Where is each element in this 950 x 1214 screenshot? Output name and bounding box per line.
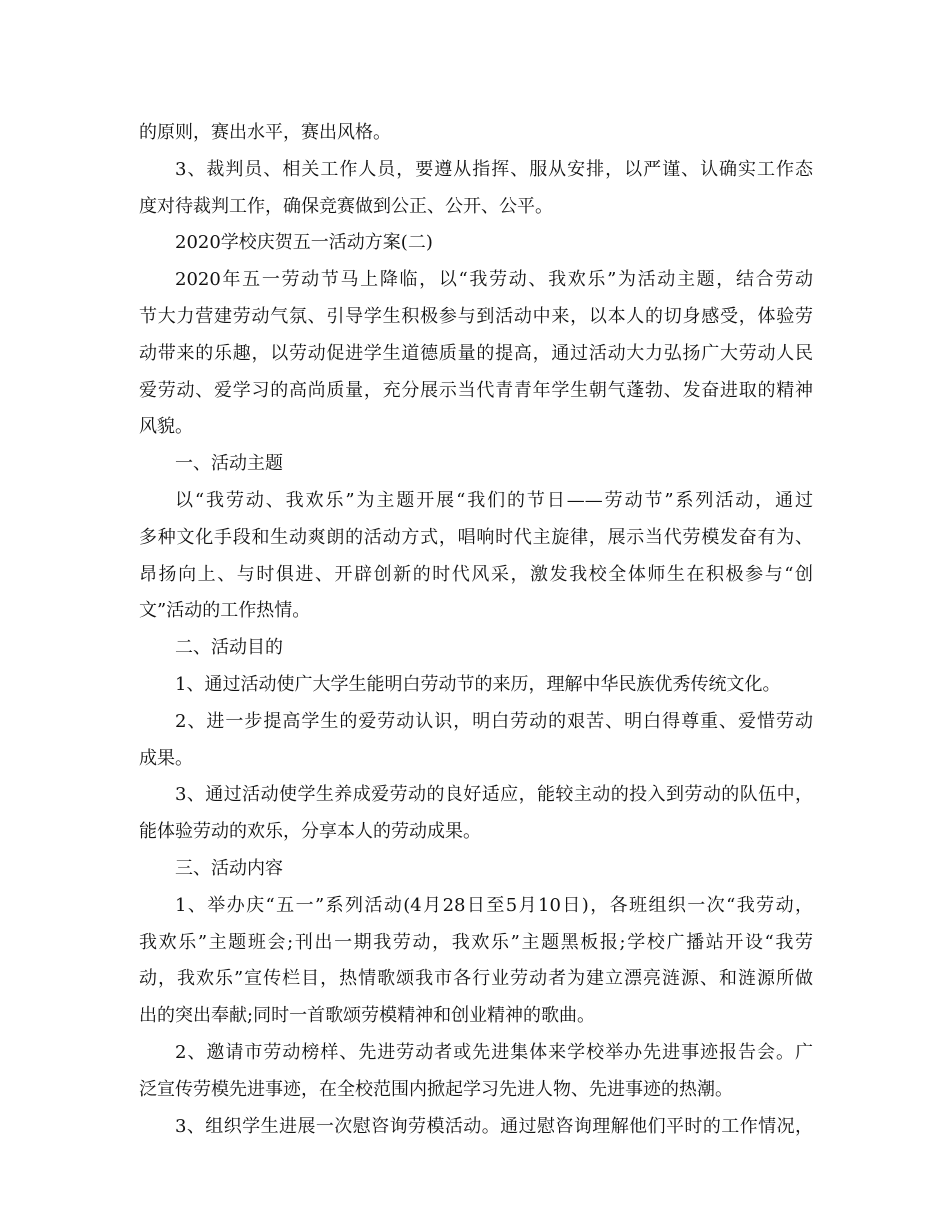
section-title: 2020学校庆贺五一活动方案(二) [175,232,433,254]
text-line: 3、组织学生进展一次慰咨询劳模活动。通过慰咨询理解他们平时的工作情况， [175,1115,813,1137]
text-line: 2、邀请市劳动榜样、先进劳动者或先进集体来学校举办先进事迹报告会。广 [175,1041,813,1063]
text-line: 昂扬向上、与时俱进、开辟创新的时代风采，激发我校全体师生在积极参与“创 [139,563,813,585]
text-line: 出的突出奉献;同时一首歌颂劳模精神和创业精神的歌曲。 [139,1005,596,1027]
text-line: 3、通过活动使学生养成爱劳动的良好适应，能较主动的投入到劳动的队伍中， [175,784,813,806]
text-line: 能体验劳动的欢乐，分享本人的劳动成果。 [139,821,481,843]
document-body [139,115,813,1145]
text-line: 风貌。 [139,416,193,438]
text-line: 的原则，赛出水平，赛出风格。 [139,122,391,143]
text-line: 多种文化手段和生动爽朗的活动方式，唱响时代主旋律，展示当代劳模发奋有为、 [139,526,813,548]
section-heading: 一、活动主题 [175,453,283,475]
text-line: 节大力营建劳动气氛、引导学生积极参与到活动中来，以本人的切身感受，体验劳 [139,305,813,327]
text-line: 1、通过活动使广大学生能明白劳动节的来历，理解中华民族优秀传统文化。 [175,673,781,695]
text-line: 动，我欢乐”宣传栏目，热情歌颂我市各行业劳动者为建立漂亮涟源、和涟源所做 [139,968,813,990]
text-line: 度对待裁判工作，确保竞赛做到公正、公开、公平。 [139,195,553,217]
text-line: 文”活动的工作热情。 [139,600,311,622]
text-line: 动带来的乐趣，以劳动促进学生道德质量的提高，通过活动大力弘扬广大劳动人民 [139,342,813,364]
text-line: 2、进一步提高学生的爱劳动认识，明白劳动的艰苦、明白得尊重、爱惜劳动 [175,710,813,732]
text-line: 成果。 [139,747,193,769]
text-line: 我欢乐”主题班会;刊出一期我劳动，我欢乐”主题黑板报;学校广播站开设“我劳 [139,931,813,953]
text-line: 爱劳动、爱学习的高尚质量，充分展示当代青青年学生朝气蓬勃、发奋进取的精神 [139,379,813,401]
text-line: 1、举办庆“五一”系列活动(4月28日至5月10日)，各班组织一次“我劳动， [175,894,813,916]
text-line: 以“我劳动、我欢乐”为主题开展“我们的节日——劳动节”系列活动，通过 [175,489,813,511]
text-line: 泛宣传劳模先进事迹，在全校范围内掀起学习先进人物、先进事迹的热潮。 [139,1078,733,1100]
text-line: 3、裁判员、相关工作人员，要遵从指挥、服从安排，以严谨、认确实工作态 [175,158,813,180]
section-heading: 三、活动内容 [175,857,283,879]
text-line: 2020年五一劳动节马上降临，以“我劳动、我欢乐”为活动主题，结合劳动 [175,269,813,291]
section-heading: 二、活动目的 [175,637,283,659]
